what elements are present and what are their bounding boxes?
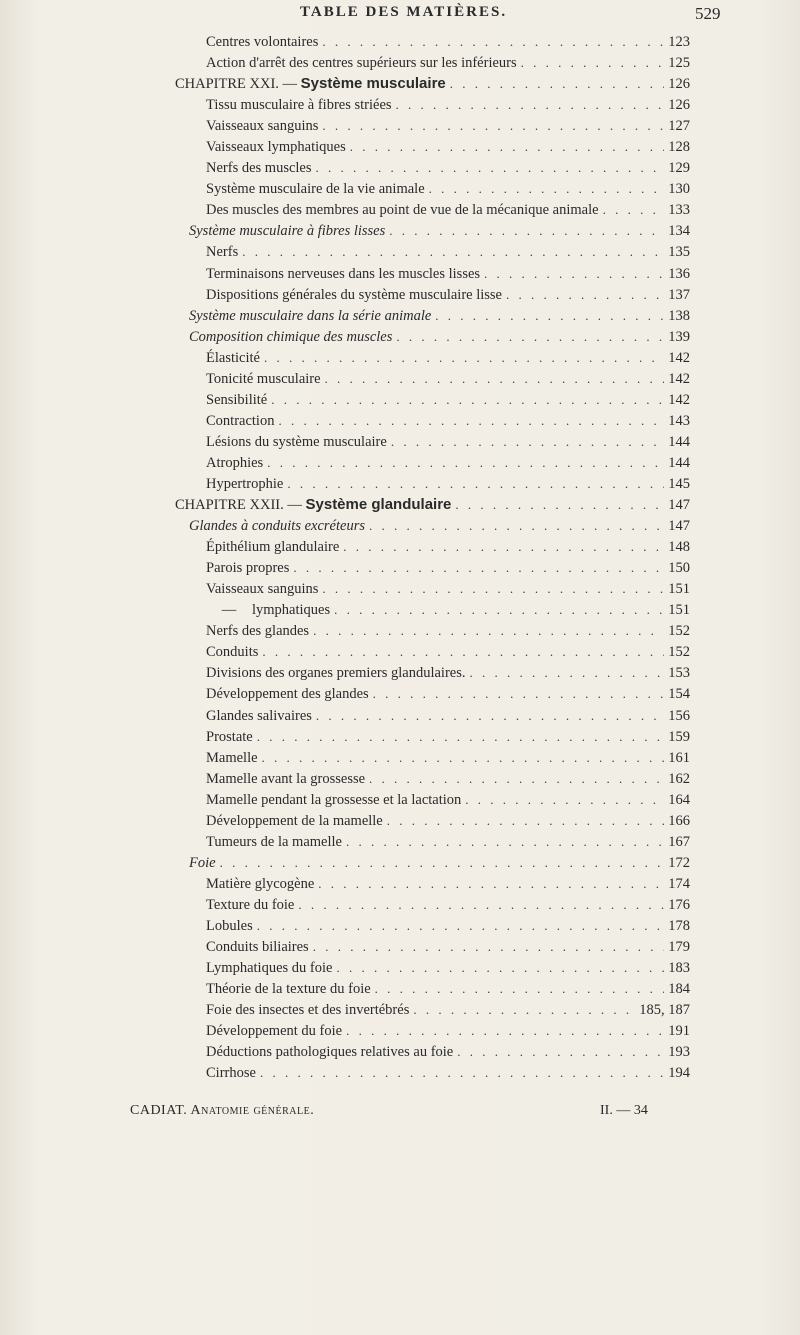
- toc-entry: [160, 1062, 690, 1083]
- toc-entry: [160, 452, 690, 473]
- dot-leader: [325, 368, 665, 389]
- toc-page-number: 159: [668, 728, 690, 745]
- dot-leader: [298, 894, 664, 915]
- toc-page-number: 152: [668, 644, 690, 661]
- toc-entry-title: Tumeurs de la mamelle: [206, 833, 342, 850]
- toc-entry: [160, 73, 690, 94]
- toc-entry-title: [175, 494, 451, 516]
- toc-page-number: 129: [668, 160, 690, 177]
- running-title: TABLE DES MATIÈRES.: [300, 4, 508, 20]
- toc-page-number: 136: [668, 265, 690, 282]
- dot-leader: [429, 178, 665, 199]
- dot-leader: [257, 915, 665, 936]
- toc-entry-title: Système musculaire dans la série animale: [189, 307, 432, 324]
- dot-leader: [521, 52, 665, 73]
- dot-leader: [369, 768, 664, 789]
- toc-entry: [160, 31, 690, 52]
- toc-entry-title: Foie des insectes et des invertébrés: [206, 1002, 410, 1019]
- dot-leader: [264, 347, 664, 368]
- toc-page-number: 135: [668, 244, 690, 261]
- toc-entry: [160, 810, 690, 831]
- dot-leader: [313, 936, 665, 957]
- dot-leader: [316, 157, 665, 178]
- toc-entry: [160, 115, 690, 136]
- toc-entry-title: Lobules: [206, 917, 253, 934]
- toc-page-number: 147: [668, 497, 690, 514]
- toc-entry-title: Composition chimique des muscles: [189, 328, 393, 345]
- toc-entry: [160, 747, 690, 768]
- dot-leader: [350, 136, 665, 157]
- dot-leader: [469, 662, 664, 683]
- toc-entry-title: Développement des glandes: [206, 686, 369, 703]
- toc-entry-title: Cirrhose: [206, 1065, 256, 1082]
- toc-page-number: 153: [668, 665, 690, 682]
- dot-leader: [316, 705, 664, 726]
- dot-leader: [396, 326, 664, 347]
- toc-page-number: 139: [668, 328, 690, 345]
- toc-page-number: 166: [668, 812, 690, 829]
- dot-leader: [322, 115, 664, 136]
- dot-leader: [484, 263, 664, 284]
- toc-page-number: 174: [668, 875, 690, 892]
- toc-entry-title: Vaisseaux sanguins: [206, 581, 319, 598]
- chapter-number: CHAPITRE XXI. —: [175, 76, 301, 93]
- dot-leader: [391, 431, 664, 452]
- toc-entry: [160, 347, 690, 368]
- toc-entry: [160, 999, 690, 1020]
- toc-entry-title: [206, 600, 330, 621]
- toc-entry: [160, 683, 690, 704]
- toc-page-number: 123: [668, 34, 690, 50]
- toc-entry-title: Foie: [189, 854, 216, 871]
- toc-entry: [160, 305, 690, 326]
- chapter-title: Système glandulaire: [305, 496, 452, 514]
- dot-leader: [455, 494, 664, 515]
- toc-entry-title: Déductions pathologiques relatives au foie: [206, 1044, 454, 1061]
- signature-line: CADIAT. Anatomie générale.: [130, 1103, 315, 1118]
- toc-page-number: 126: [668, 97, 690, 114]
- toc-entry: [160, 852, 690, 873]
- dot-leader: [313, 620, 664, 641]
- toc-page-number: 176: [668, 896, 690, 913]
- toc-entry-title: Développement de la mamelle: [206, 812, 383, 829]
- toc-entry: [160, 599, 690, 620]
- toc-entry: [160, 431, 690, 452]
- dot-leader: [293, 557, 664, 578]
- toc-entry: [160, 494, 690, 515]
- dot-leader: [603, 199, 665, 220]
- toc-entry: [160, 915, 690, 936]
- toc-entry-title: Épithélium glandulaire: [206, 539, 340, 556]
- dot-leader: [257, 726, 665, 747]
- toc-entry-title: Dispositions générales du système musculaire lisse: [206, 286, 502, 303]
- toc-entry-title: Nerfs des glandes: [206, 623, 310, 640]
- toc-entry-title: Hypertrophie: [206, 475, 284, 492]
- toc-page-number: 167: [668, 833, 690, 850]
- dot-leader: [413, 999, 635, 1020]
- toc-entry-title: Conduits: [206, 644, 259, 661]
- chapter-number: CHAPITRE XXII. —: [175, 497, 306, 514]
- dot-leader: [375, 978, 665, 999]
- toc-page-number: 148: [668, 539, 690, 556]
- toc-page-number: 183: [668, 960, 690, 977]
- toc-entry-title: Système musculaire à fibres lisses: [189, 223, 386, 240]
- toc-entry-title: Terminaisons nerveuses dans les muscles lisses: [206, 265, 481, 282]
- dot-leader: [389, 220, 664, 241]
- toc-page-number: 145: [668, 475, 690, 492]
- toc-entry: [160, 220, 690, 241]
- toc-page-number: 126: [668, 76, 690, 93]
- dot-leader: [278, 410, 664, 431]
- toc-entry-title: Nerfs des muscles: [206, 160, 312, 177]
- dot-leader: [242, 241, 664, 262]
- dot-leader: [220, 852, 665, 873]
- toc-entry: [160, 831, 690, 852]
- toc-entry: [160, 726, 690, 747]
- toc-page-number: 127: [668, 118, 690, 135]
- toc-entry: [160, 52, 690, 73]
- toc-page-number: 156: [668, 707, 690, 724]
- dot-leader: [369, 515, 664, 536]
- dot-leader: [336, 957, 664, 978]
- toc-page-number: 194: [668, 1065, 690, 1082]
- toc-entry-title: Lésions du système musculaire: [206, 433, 387, 450]
- toc-page-number: 152: [668, 623, 690, 640]
- toc-entry: [160, 410, 690, 431]
- toc-entry-title: [175, 73, 446, 95]
- page-footer: [130, 1101, 690, 1121]
- toc-entry-title: Tissu musculaire à fibres striées: [206, 97, 392, 114]
- toc-page-number: 185, 187: [639, 1002, 690, 1019]
- toc-entry-title: Mamelle avant la grossesse: [206, 770, 366, 787]
- toc-entry: [160, 1020, 690, 1041]
- dot-leader: [450, 73, 665, 94]
- dot-leader: [322, 578, 664, 599]
- dot-leader: [322, 31, 664, 52]
- dot-leader: [465, 789, 664, 810]
- toc-page-number: 151: [668, 602, 690, 619]
- toc-entry-title: Des muscles des membres au point de vue de la mécanique animale: [206, 202, 599, 219]
- dot-leader: [396, 94, 665, 115]
- toc-entry: [160, 263, 690, 284]
- toc-entry: [160, 662, 690, 683]
- toc-entry: [160, 326, 690, 347]
- toc-page-number: 133: [668, 202, 690, 219]
- dot-leader: [457, 1041, 664, 1062]
- toc-page-number: 191: [668, 1023, 690, 1040]
- toc-entry: [160, 894, 690, 915]
- dot-leader: [287, 473, 664, 494]
- toc-entry: [160, 515, 690, 536]
- page-number: 529: [695, 4, 721, 23]
- toc-entry: [160, 157, 690, 178]
- toc-entry-title: Conduits biliaires: [206, 939, 309, 956]
- toc-entry: [160, 368, 690, 389]
- toc-page-number: 193: [668, 1044, 690, 1061]
- toc-page-number: 138: [668, 307, 690, 324]
- toc-entry-title: Glandes à conduits excréteurs: [189, 518, 365, 535]
- toc-entry: [160, 936, 690, 957]
- toc-entry: [160, 873, 690, 894]
- toc-entry: [160, 620, 690, 641]
- toc-entry-title: Glandes salivaires: [206, 707, 312, 724]
- toc-entry: [160, 536, 690, 557]
- toc-entry-title: Divisions des organes premiers glandulaires.: [206, 665, 466, 682]
- entry-text: lymphatiques: [252, 602, 331, 619]
- toc-entry: [160, 768, 690, 789]
- toc-entry-title: Action d'arrêt des centres supérieurs sur les inférieurs: [206, 55, 517, 72]
- toc-entry: [160, 789, 690, 810]
- toc-entry: [160, 641, 690, 662]
- toc-page-number: 184: [668, 981, 690, 998]
- toc-entry-title: Nerfs: [206, 244, 239, 261]
- toc-entry-title: Système musculaire de la vie animale: [206, 181, 425, 198]
- toc-page-number: 137: [668, 286, 690, 303]
- toc-entry-title: Théorie de la texture du foie: [206, 981, 371, 998]
- toc-page-number: 161: [668, 749, 690, 766]
- dot-leader: [334, 599, 664, 620]
- dot-leader: [262, 641, 664, 662]
- toc-page-number: 142: [668, 349, 690, 366]
- toc-entry: [160, 978, 690, 999]
- dot-leader: [387, 810, 665, 831]
- toc-entry-title: Tonicité musculaire: [206, 370, 321, 387]
- toc-entry-title: Prostate: [206, 728, 253, 745]
- toc-entry: [160, 473, 690, 494]
- toc-page-number: 179: [668, 939, 690, 956]
- toc-entry-title: Développement du foie: [206, 1023, 343, 1040]
- toc-page-number: 178: [668, 917, 690, 934]
- toc-entry-title: Texture du foie: [206, 896, 295, 913]
- toc-entry: [160, 957, 690, 978]
- ditto-dash: —: [221, 602, 237, 619]
- dot-leader: [318, 873, 664, 894]
- toc-page-number: 144: [668, 454, 690, 471]
- toc-entry-title: Mamelle: [206, 749, 258, 766]
- toc-page-number: 172: [668, 854, 690, 871]
- toc-entry-title: Lymphatiques du foie: [206, 960, 333, 977]
- toc-page-number: 164: [668, 791, 690, 808]
- toc-entry-title: Élasticité: [206, 349, 260, 366]
- toc-entry-title: Vaisseaux lymphatiques: [206, 139, 346, 156]
- toc-page-number: 142: [668, 370, 690, 387]
- table-of-contents: [160, 31, 690, 1083]
- dot-leader: [262, 747, 665, 768]
- toc-page-number: 134: [668, 223, 690, 240]
- toc-entry-title: Vaisseaux sanguins: [206, 118, 319, 135]
- page-header: [0, 4, 800, 26]
- dot-leader: [343, 536, 664, 557]
- toc-entry: [160, 284, 690, 305]
- toc-entry: [160, 199, 690, 220]
- chapter-title: Système musculaire: [300, 75, 446, 93]
- toc-entry-title: Matière glycogène: [206, 875, 315, 892]
- toc-page-number: 128: [668, 139, 690, 156]
- toc-page-number: 154: [668, 686, 690, 703]
- dot-leader: [346, 1020, 664, 1041]
- toc-page-number: 143: [668, 412, 690, 429]
- dot-leader: [435, 305, 664, 326]
- toc-page-number: 144: [668, 433, 690, 450]
- toc-page-number: 150: [668, 560, 690, 577]
- dot-leader: [267, 452, 664, 473]
- toc-entry: [160, 389, 690, 410]
- toc-entry: [160, 1041, 690, 1062]
- toc-entry: [160, 578, 690, 599]
- toc-page-number: 147: [668, 518, 690, 535]
- toc-entry-title: Mamelle pendant la grossesse et la lactation: [206, 791, 462, 808]
- dot-leader: [346, 831, 664, 852]
- toc-entry: [160, 241, 690, 262]
- toc-entry-title: Contraction: [206, 412, 275, 429]
- dot-leader: [506, 284, 664, 305]
- dot-leader: [260, 1062, 664, 1083]
- toc-entry-title: Atrophies: [206, 454, 264, 471]
- dot-leader: [271, 389, 664, 410]
- toc-entry: [160, 178, 690, 199]
- toc-page-number: 162: [668, 770, 690, 787]
- toc-page-number: 151: [668, 581, 690, 598]
- dot-leader: [373, 683, 665, 704]
- toc-page-number: 125: [668, 55, 690, 72]
- toc-entry-title: Parois propres: [206, 560, 290, 577]
- toc-entry: [160, 136, 690, 157]
- toc-entry-title: Centres volontaires: [206, 34, 319, 50]
- toc-entry: [160, 94, 690, 115]
- toc-page-number: 130: [668, 181, 690, 198]
- toc-entry: [160, 557, 690, 578]
- toc-page-number: 142: [668, 391, 690, 408]
- toc-entry-title: Sensibilité: [206, 391, 268, 408]
- toc-entry: [160, 705, 690, 726]
- sheet-mark: II. — 34: [600, 1103, 648, 1118]
